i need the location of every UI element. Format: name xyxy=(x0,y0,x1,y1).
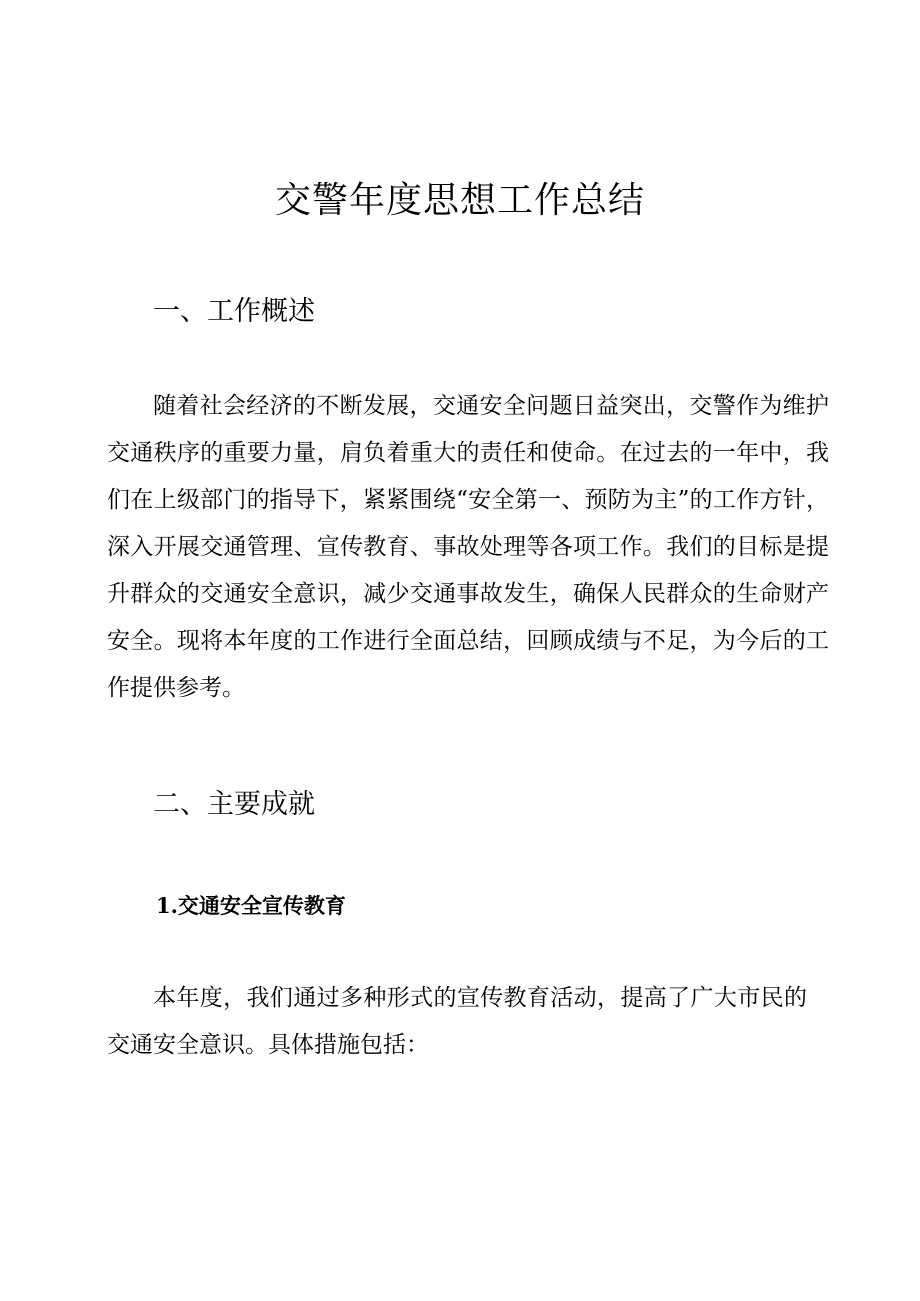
safety-education-paragraph: 本年度，我们通过多种形式的宣传教育活动，提高了广大市民的交通安全意识。具体措施包括： xyxy=(107,985,807,1058)
section-heading-overview: 一、工作概述 xyxy=(153,296,315,327)
overview-paragraph: 随着社会经济的不断发展，交通安全问题日益突出，交警作为维护交通秩序的重要力量，肩负着重大的责任和使命。在过去的一年中，我们在上级部门的指导下，紧紧围绕“安全第一、预防为主”的工作方针，深入开展交通管理、宣传教育、事故处理等各项工作。我们的目标是提升群众的交通安全意识，减少交通事故发生，确保人民群众的生命财产安全。现将本年度的工作进行全面总结，回顾成绩与不足，为今后的工作提供参考。 xyxy=(107,393,829,701)
section-heading-achievements: 二、主要成就 xyxy=(153,789,315,820)
document-title: 交警年度思想工作总结 xyxy=(274,180,645,221)
subsection-heading-safety-education: 1.交通安全宣传教育 xyxy=(156,893,346,918)
